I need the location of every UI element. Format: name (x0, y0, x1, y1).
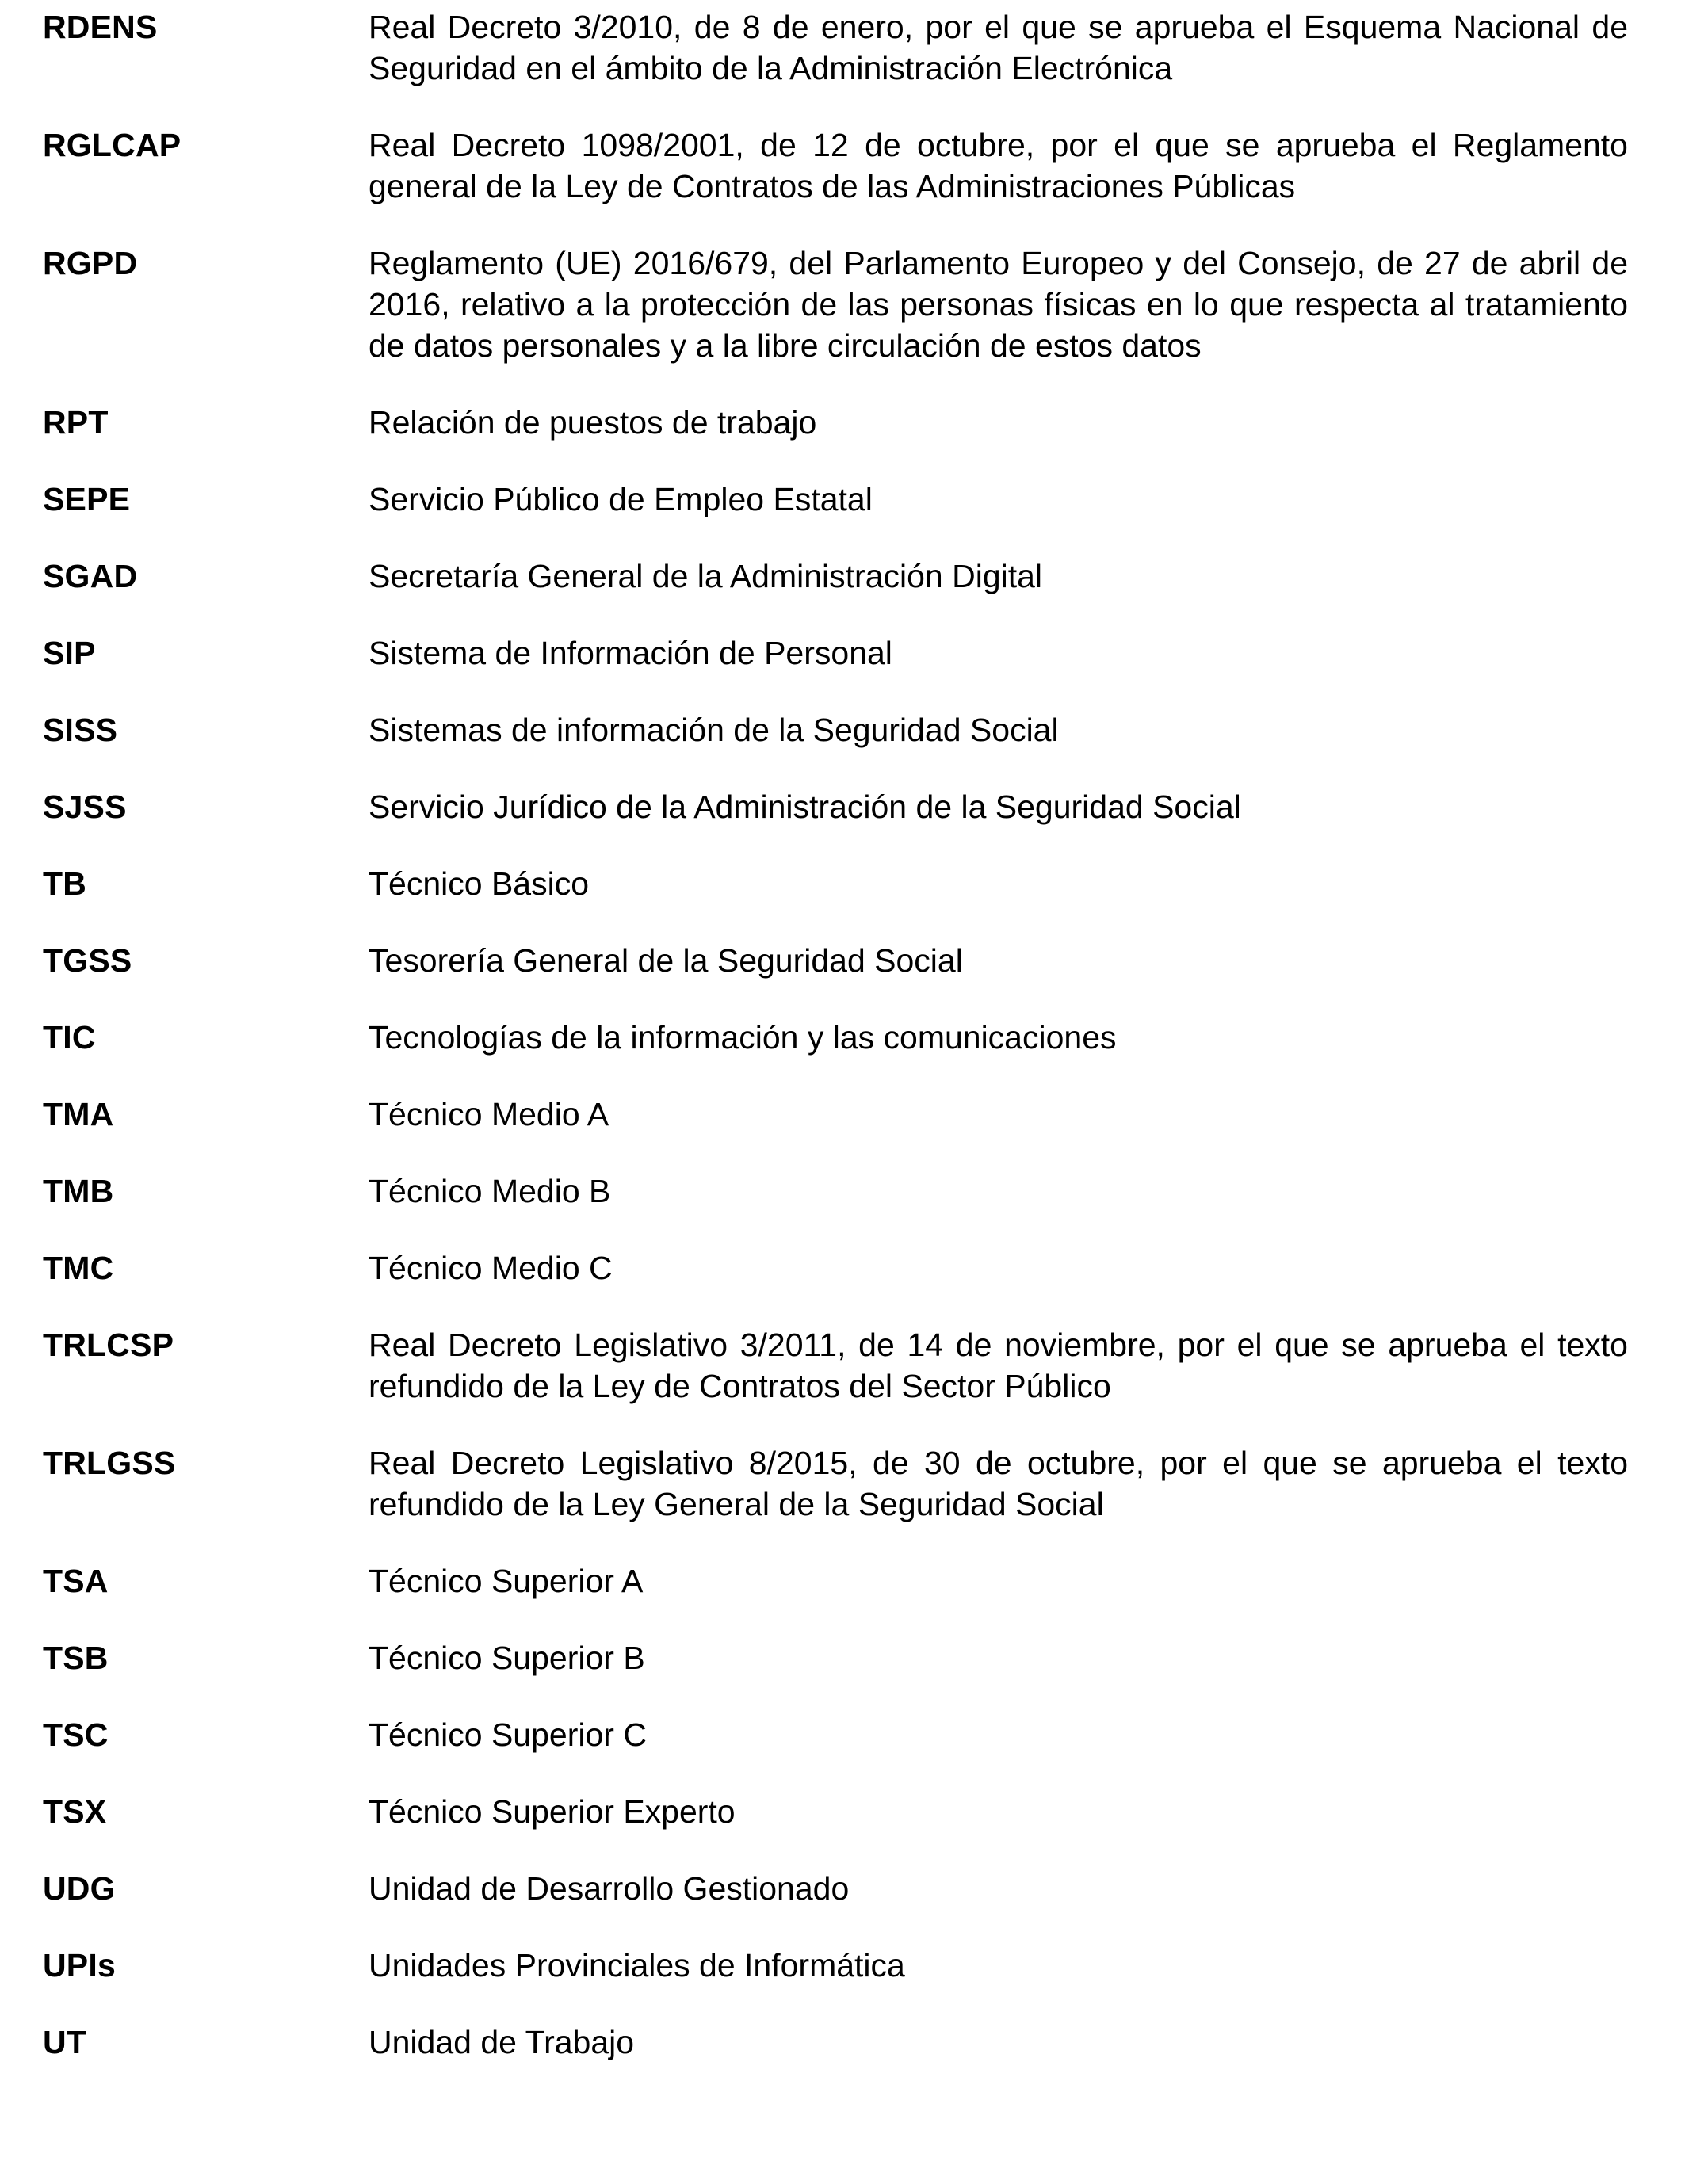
glossary-entry (43, 556, 1628, 597)
glossary-entry (43, 1170, 1628, 1212)
glossary-term: TRLGSS (43, 1445, 176, 1481)
glossary-entry (43, 124, 1628, 207)
glossary-definition: Real Decreto 3/2010, de 8 de enero, por el que se aprueba el Esquema Nacional de Seguridad en el ámbito de la Administración Electrónica (369, 9, 1628, 86)
glossary-term: TMC (43, 1250, 114, 1286)
glossary-term: SGAD (43, 558, 138, 594)
glossary-term: TSA (43, 1563, 109, 1599)
glossary-term: SIP (43, 635, 96, 671)
acronym-glossary (43, 6, 1628, 2098)
glossary-definition: Servicio Público de Empleo Estatal (369, 481, 873, 517)
glossary-definition: Sistema de Información de Personal (369, 635, 892, 671)
glossary-definition: Técnico Superior B (369, 1640, 645, 1676)
glossary-term: UDG (43, 1870, 116, 1907)
glossary-term: SJSS (43, 788, 127, 825)
glossary-definition: Tesorería General de la Seguridad Social (369, 942, 963, 979)
glossary-definition: Reglamento (UE) 2016/679, del Parlamento Europeo y del Consejo, de 27 de abril de 2016, relativo a la protección de las personas físicas en lo que respecta al tratamiento de datos personales y a la libre circulación de estos datos (369, 245, 1628, 364)
glossary-definition: Técnico Superior A (369, 1563, 644, 1599)
glossary-term: TSX (43, 1793, 107, 1830)
glossary-definition: Real Decreto Legislativo 8/2015, de 30 de octubre, por el que se aprueba el texto refundido de la Ley General de la Seguridad Social (369, 1445, 1628, 1522)
glossary-entry (43, 1560, 1628, 1602)
glossary-entry (43, 1791, 1628, 1832)
glossary-entry (43, 1017, 1628, 1058)
glossary-entry (43, 1868, 1628, 1909)
glossary-term: RPT (43, 404, 109, 441)
glossary-term: TGSS (43, 942, 132, 979)
glossary-definition: Técnico Básico (369, 865, 590, 902)
glossary-entry (43, 1945, 1628, 1986)
glossary-definition: Secretaría General de la Administración Digital (369, 558, 1043, 594)
glossary-term: RGLCAP (43, 127, 181, 163)
glossary-term: SISS (43, 712, 118, 748)
glossary-term: TSB (43, 1640, 109, 1676)
glossary-definition: Técnico Medio B (369, 1173, 611, 1209)
glossary-entry (43, 863, 1628, 904)
glossary-entry (43, 1247, 1628, 1289)
glossary-definition: Sistemas de información de la Seguridad Social (369, 712, 1059, 748)
glossary-term: UPIs (43, 1947, 116, 1984)
glossary-term: TRLCSP (43, 1327, 174, 1363)
glossary-entry (43, 1324, 1628, 1407)
glossary-definition: Técnico Medio C (369, 1250, 613, 1286)
glossary-entry (43, 402, 1628, 443)
glossary-definition: Técnico Superior Experto (369, 1793, 736, 1830)
glossary-definition: Tecnologías de la información y las comunicaciones (369, 1019, 1117, 1056)
glossary-term: RGPD (43, 245, 138, 281)
glossary-definition: Real Decreto Legislativo 3/2011, de 14 de noviembre, por el que se aprueba el texto refundido de la Ley de Contratos del Sector Público (369, 1327, 1628, 1404)
glossary-term: TMA (43, 1096, 114, 1132)
glossary-entry (43, 632, 1628, 674)
glossary-term: TIC (43, 1019, 96, 1056)
glossary-entry (43, 786, 1628, 827)
glossary-term: UT (43, 2024, 87, 2060)
glossary-entry (43, 1094, 1628, 1135)
glossary-term: SEPE (43, 481, 131, 517)
glossary-term: TB (43, 865, 87, 902)
glossary-definition: Unidad de Trabajo (369, 2024, 635, 2060)
glossary-definition: Servicio Jurídico de la Administración de la Seguridad Social (369, 788, 1241, 825)
glossary-definition: Relación de puestos de trabajo (369, 404, 817, 441)
glossary-entry (43, 6, 1628, 89)
glossary-entry (43, 479, 1628, 520)
glossary-entry (43, 1442, 1628, 1525)
glossary-definition: Unidades Provinciales de Informática (369, 1947, 905, 1984)
glossary-entry (43, 1714, 1628, 1755)
glossary-definition: Real Decreto 1098/2001, de 12 de octubre, por el que se aprueba el Reglamento general de la Ley de Contratos de las Administraciones Públicas (369, 127, 1628, 204)
glossary-entry (43, 242, 1628, 366)
glossary-entry (43, 940, 1628, 981)
glossary-definition: Unidad de Desarrollo Gestionado (369, 1870, 850, 1907)
glossary-definition: Técnico Superior C (369, 1716, 647, 1753)
glossary-term: RDENS (43, 9, 158, 45)
glossary-definition: Técnico Medio A (369, 1096, 609, 1132)
glossary-term: TSC (43, 1716, 109, 1753)
glossary-entry (43, 1637, 1628, 1678)
glossary-term: TMB (43, 1173, 114, 1209)
glossary-entry (43, 709, 1628, 750)
glossary-entry (43, 2022, 1628, 2063)
